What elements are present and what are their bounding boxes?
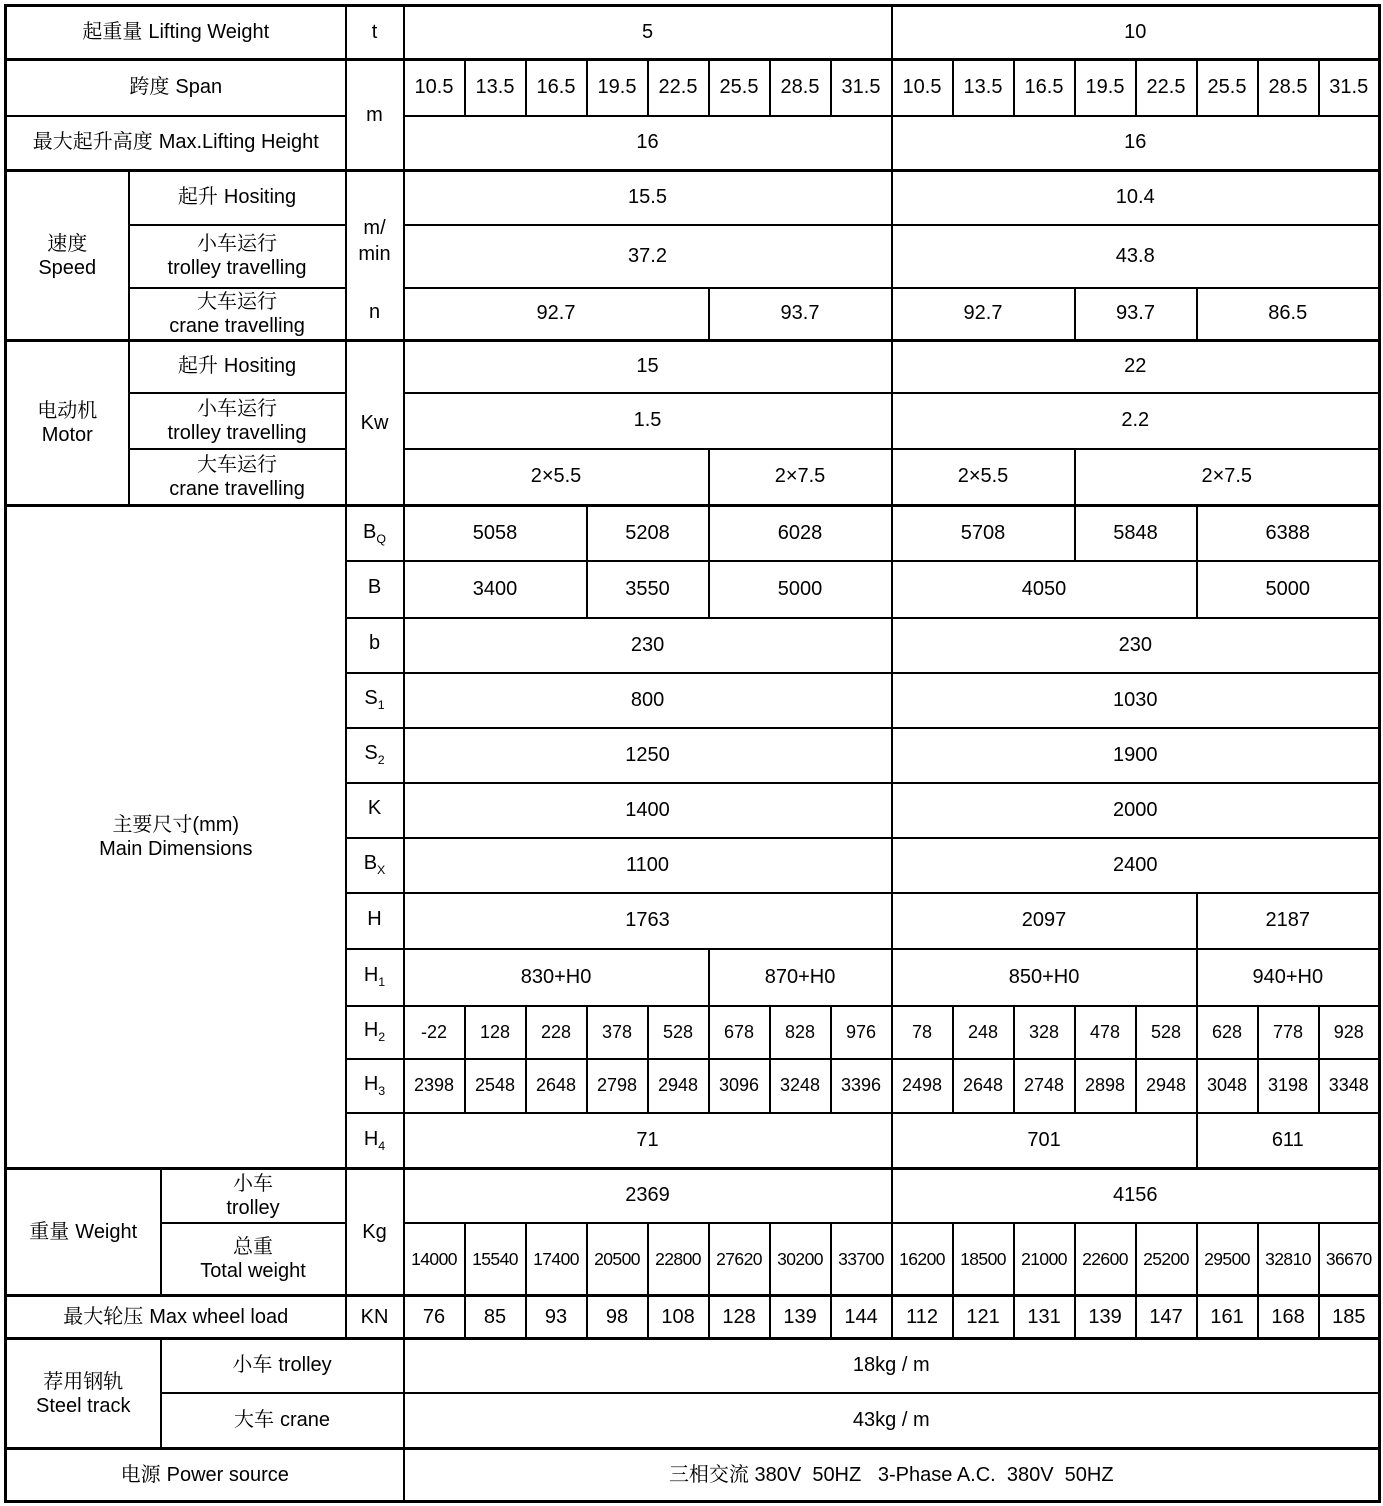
weight-trolley-value-5t: 2369 bbox=[404, 1169, 892, 1223]
span-value: 13.5 bbox=[953, 60, 1014, 116]
speed-crane-value: 93.7 bbox=[1075, 288, 1197, 341]
speed-crane-label-zh: 大车运行 bbox=[197, 290, 277, 313]
max-lifting-height-label-zh: 最大起升高度 bbox=[32, 131, 153, 154]
weight-label-en: Weight bbox=[75, 1220, 138, 1243]
dim-value: 701 bbox=[892, 1113, 1197, 1169]
dimensions-label-zh: 主要尺寸(mm) bbox=[112, 814, 240, 836]
steel-track-section-label bbox=[6, 1339, 161, 1449]
motor-trolley-label bbox=[129, 393, 346, 449]
wheel-load-value: 112 bbox=[892, 1296, 953, 1339]
dim-value: 828 bbox=[770, 1006, 831, 1059]
motor-hoisting-label bbox=[129, 341, 346, 393]
max-lifting-height-value-5t: 16 bbox=[404, 116, 892, 171]
dim-symbol-h1: $H_1$ bbox=[346, 949, 404, 1006]
motor-crane-value: 2×5.5 bbox=[404, 449, 709, 506]
motor-crane-value: 2×7.5 bbox=[709, 449, 892, 506]
weight-total-label-zh: 总重 bbox=[233, 1235, 273, 1258]
dim-value: 248 bbox=[953, 1006, 1014, 1059]
dim-value: 778 bbox=[1258, 1006, 1319, 1059]
row-steel-track-crane bbox=[6, 1393, 1380, 1449]
dim-value: -22 bbox=[404, 1006, 465, 1059]
weight-total-value: 27620 bbox=[709, 1223, 770, 1296]
motor-trolley-value-10t: 2.2 bbox=[892, 393, 1380, 449]
weight-total-value: 14000 bbox=[404, 1223, 465, 1296]
span-value: 22.5 bbox=[1136, 60, 1197, 116]
span-value: 28.5 bbox=[1258, 60, 1319, 116]
motor-crane-label bbox=[129, 449, 346, 506]
dim-value: 678 bbox=[709, 1006, 770, 1059]
dimensions-section-label bbox=[6, 506, 346, 1169]
power-source-label-zh: 电源 bbox=[120, 1463, 161, 1486]
dim-value: 928 bbox=[1319, 1006, 1380, 1059]
lifting-weight-label-en: Lifting Weight bbox=[148, 21, 270, 43]
wheel-load-value: 85 bbox=[465, 1296, 526, 1339]
speed-crane-value: 92.7 bbox=[404, 288, 709, 341]
span-label-zh: 跨度 bbox=[129, 76, 170, 99]
wheel-load-unit: KN bbox=[346, 1296, 404, 1339]
weight-section-label bbox=[6, 1169, 161, 1296]
dim-value: 6028 bbox=[709, 506, 892, 561]
dim-symbol-h2: $H_2$ bbox=[346, 1006, 404, 1059]
wheel-load-value: 121 bbox=[953, 1296, 1014, 1339]
span-value: 22.5 bbox=[648, 60, 709, 116]
dim-value: 1400 bbox=[404, 783, 892, 838]
speed-trolley-value-5t: 37.2 bbox=[404, 225, 892, 288]
dim-value: 328 bbox=[1014, 1006, 1075, 1059]
motor-crane-label-en: crane travelling bbox=[169, 477, 305, 500]
weight-unit: Kg bbox=[346, 1169, 404, 1296]
span-label-en: Span bbox=[175, 76, 223, 99]
weight-trolley-value-10t: 4156 bbox=[892, 1169, 1380, 1223]
dim-value: 3550 bbox=[587, 561, 709, 618]
row-steel-track-trolley bbox=[6, 1339, 1380, 1393]
speed-hoisting-label-en: Hositing bbox=[223, 186, 297, 209]
weight-total-label bbox=[161, 1223, 346, 1296]
dim-value: 128 bbox=[465, 1006, 526, 1059]
row-weight-trolley bbox=[6, 1169, 1380, 1223]
wheel-load-value: 139 bbox=[770, 1296, 831, 1339]
weight-total-label-en: Total weight bbox=[200, 1259, 306, 1282]
power-source-value: 三相交流 380V 50HZ 3-Phase A.C. 380V 50HZ bbox=[404, 1449, 1380, 1502]
span-value: 10.5 bbox=[892, 60, 953, 116]
dim-value: 2187 bbox=[1197, 893, 1380, 949]
lifting-weight-value-10t: 10 bbox=[892, 6, 1380, 60]
row-max-lifting-height bbox=[6, 116, 1380, 171]
dim-value: 3198 bbox=[1258, 1059, 1319, 1113]
power-source-label-en: Power source bbox=[166, 1463, 289, 1486]
wheel-load-value: 168 bbox=[1258, 1296, 1319, 1339]
weight-trolley-label bbox=[161, 1169, 346, 1223]
row-speed-trolley bbox=[6, 225, 1380, 288]
dim-value: 1250 bbox=[404, 728, 892, 783]
wheel-load-value: 98 bbox=[587, 1296, 648, 1339]
wheel-load-value: 93 bbox=[526, 1296, 587, 1339]
lifting-weight-label-zh: 起重量 bbox=[82, 21, 143, 43]
dim-symbol-k: K bbox=[346, 783, 404, 838]
dim-value: 3400 bbox=[404, 561, 587, 618]
dim-value: 2548 bbox=[465, 1059, 526, 1113]
speed-crane-value: 92.7 bbox=[892, 288, 1075, 341]
wheel-load-value: 108 bbox=[648, 1296, 709, 1339]
dim-value: 628 bbox=[1197, 1006, 1258, 1059]
wheel-load-label bbox=[6, 1296, 346, 1339]
motor-crane-label-zh: 大车运行 bbox=[197, 453, 277, 476]
motor-section-label bbox=[6, 341, 129, 506]
steel-track-crane-value: 43kg / m bbox=[404, 1393, 1380, 1449]
weight-total-value: 21000 bbox=[1014, 1223, 1075, 1296]
max-lifting-height-label bbox=[6, 116, 346, 171]
speed-hoisting-value-5t: 15.5 bbox=[404, 171, 892, 225]
span-value: 28.5 bbox=[770, 60, 831, 116]
dimensions-label-en: Main Dimensions bbox=[99, 838, 253, 860]
dim-symbol-bq: $B_Q$ bbox=[346, 506, 404, 561]
weight-total-value: 18500 bbox=[953, 1223, 1014, 1296]
weight-total-value: 22800 bbox=[648, 1223, 709, 1296]
speed-trolley-label-zh: 小车运行 bbox=[197, 233, 277, 255]
power-source-label bbox=[6, 1449, 404, 1502]
steel-track-label-en: Steel track bbox=[36, 1394, 131, 1417]
dim-value: 2648 bbox=[526, 1059, 587, 1113]
dim-value: 2097 bbox=[892, 893, 1197, 949]
dim-symbol-s1: $S_1$ bbox=[346, 673, 404, 728]
dim-value: 71 bbox=[404, 1113, 892, 1169]
dim-value: 5000 bbox=[709, 561, 892, 618]
motor-trolley-label-zh: 小车运行 bbox=[197, 397, 277, 420]
dim-value: 800 bbox=[404, 673, 892, 728]
wheel-load-value: 161 bbox=[1197, 1296, 1258, 1339]
wheel-load-value: 128 bbox=[709, 1296, 770, 1339]
dim-value: 2398 bbox=[404, 1059, 465, 1113]
dim-value: 378 bbox=[587, 1006, 648, 1059]
motor-hoisting-label-zh: 起升 bbox=[177, 355, 218, 378]
speed-unit-text: m/ min n bbox=[358, 216, 391, 323]
dim-symbol-b-upper: B bbox=[346, 561, 404, 618]
steel-track-crane-label-zh: 大车 bbox=[233, 1408, 274, 1431]
span-value: 19.5 bbox=[1075, 60, 1136, 116]
wheel-load-value: 76 bbox=[404, 1296, 465, 1339]
row-speed-hoisting bbox=[6, 171, 1380, 225]
dim-value: 230 bbox=[892, 618, 1380, 673]
span-value: 31.5 bbox=[831, 60, 892, 116]
motor-label-en: Motor bbox=[41, 424, 93, 446]
speed-label-en: Speed bbox=[38, 256, 97, 279]
dim-value: 5058 bbox=[404, 506, 587, 561]
lifting-weight-unit: t bbox=[346, 6, 404, 60]
steel-track-trolley-value: 18kg / m bbox=[404, 1339, 1380, 1393]
wheel-load-value: 147 bbox=[1136, 1296, 1197, 1339]
span-value: 13.5 bbox=[465, 60, 526, 116]
weight-total-value: 36670 bbox=[1319, 1223, 1380, 1296]
dim-value: 2898 bbox=[1075, 1059, 1136, 1113]
span-value: 25.5 bbox=[1197, 60, 1258, 116]
motor-hoisting-value-5t: 15 bbox=[404, 341, 892, 393]
span-value: 25.5 bbox=[709, 60, 770, 116]
max-lifting-height-label-en: Max.Lifting Height bbox=[158, 131, 319, 154]
motor-trolley-value-5t: 1.5 bbox=[404, 393, 892, 449]
speed-trolley-label bbox=[129, 225, 346, 288]
speed-crane-value: 86.5 bbox=[1197, 288, 1380, 341]
row-motor-crane bbox=[6, 449, 1380, 506]
weight-trolley-label-zh: 小车 bbox=[233, 1172, 273, 1195]
dim-value: 478 bbox=[1075, 1006, 1136, 1059]
dim-value: 2648 bbox=[953, 1059, 1014, 1113]
speed-unit bbox=[346, 171, 404, 341]
row-wheel-load bbox=[6, 1296, 1380, 1339]
speed-crane-label-en: crane travelling bbox=[169, 314, 305, 337]
motor-crane-value: 2×5.5 bbox=[892, 449, 1075, 506]
weight-total-value: 15540 bbox=[465, 1223, 526, 1296]
steel-track-label-zh: 荐用钢轨 bbox=[43, 1370, 124, 1393]
speed-label-zh: 速度 bbox=[47, 232, 88, 255]
dim-symbol-h: H bbox=[346, 893, 404, 949]
dim-value: 4050 bbox=[892, 561, 1197, 618]
speed-hoisting-value-10t: 10.4 bbox=[892, 171, 1380, 225]
weight-total-value: 17400 bbox=[526, 1223, 587, 1296]
span-value: 16.5 bbox=[526, 60, 587, 116]
dim-value: 6388 bbox=[1197, 506, 1380, 561]
weight-total-value: 32810 bbox=[1258, 1223, 1319, 1296]
row-lifting-weight bbox=[6, 6, 1380, 60]
row-span bbox=[6, 60, 1380, 116]
wheel-load-value: 131 bbox=[1014, 1296, 1075, 1339]
speed-trolley-label-en: trolley travelling bbox=[167, 257, 307, 279]
dim-value: 5000 bbox=[1197, 561, 1380, 618]
dim-value: 528 bbox=[648, 1006, 709, 1059]
motor-unit: Kw bbox=[346, 341, 404, 506]
dim-value: 5848 bbox=[1075, 506, 1197, 561]
dim-value: 3396 bbox=[831, 1059, 892, 1113]
dim-value: 2948 bbox=[648, 1059, 709, 1113]
dim-value: 2498 bbox=[892, 1059, 953, 1113]
dim-value: 830+H0 bbox=[404, 949, 709, 1006]
lifting-weight-value-5t: 5 bbox=[404, 6, 892, 60]
motor-hoisting-label-en: Hositing bbox=[223, 355, 297, 378]
steel-track-trolley-label bbox=[161, 1339, 404, 1393]
dim-value: 2948 bbox=[1136, 1059, 1197, 1113]
dim-value: 1030 bbox=[892, 673, 1380, 728]
weight-total-value: 25200 bbox=[1136, 1223, 1197, 1296]
wheel-load-value: 139 bbox=[1075, 1296, 1136, 1339]
weight-total-value: 33700 bbox=[831, 1223, 892, 1296]
row-motor-hoisting bbox=[6, 341, 1380, 393]
weight-total-value: 30200 bbox=[770, 1223, 831, 1296]
row-speed-crane bbox=[6, 288, 1380, 341]
weight-total-value: 22600 bbox=[1075, 1223, 1136, 1296]
row-weight-total bbox=[6, 1223, 1380, 1296]
dim-value: 976 bbox=[831, 1006, 892, 1059]
dim-value: 528 bbox=[1136, 1006, 1197, 1059]
dim-value: 2798 bbox=[587, 1059, 648, 1113]
dim-value: 850+H0 bbox=[892, 949, 1197, 1006]
dim-symbol-h4: $H_4$ bbox=[346, 1113, 404, 1169]
weight-total-value: 29500 bbox=[1197, 1223, 1258, 1296]
dim-symbol-s2: $S_2$ bbox=[346, 728, 404, 783]
speed-hoisting-label bbox=[129, 171, 346, 225]
dim-value: 1763 bbox=[404, 893, 892, 949]
steel-track-crane-label-en: crane bbox=[279, 1408, 331, 1431]
wheel-load-label-zh: 最大轮压 bbox=[63, 1305, 144, 1328]
crane-spec-table bbox=[4, 4, 1381, 1503]
speed-trolley-value-10t: 43.8 bbox=[892, 225, 1380, 288]
wheel-load-label-en: Max wheel load bbox=[149, 1305, 289, 1328]
dim-value: 870+H0 bbox=[709, 949, 892, 1006]
steel-track-crane-label bbox=[161, 1393, 404, 1449]
max-lifting-height-value-10t: 16 bbox=[892, 116, 1380, 171]
dim-symbol-h3: $H_3$ bbox=[346, 1059, 404, 1113]
dim-value: 5708 bbox=[892, 506, 1075, 561]
span-label bbox=[6, 60, 346, 116]
dim-value: 78 bbox=[892, 1006, 953, 1059]
dim-value: 3248 bbox=[770, 1059, 831, 1113]
dim-symbol-b-lower: b bbox=[346, 618, 404, 673]
dim-value: 3348 bbox=[1319, 1059, 1380, 1113]
dim-value: 1900 bbox=[892, 728, 1380, 783]
lifting-weight-label bbox=[6, 6, 346, 60]
dim-value: 230 bbox=[404, 618, 892, 673]
dim-value: 2000 bbox=[892, 783, 1380, 838]
dim-value: 2748 bbox=[1014, 1059, 1075, 1113]
dim-value: 3096 bbox=[709, 1059, 770, 1113]
span-value: 16.5 bbox=[1014, 60, 1075, 116]
weight-total-value: 20500 bbox=[587, 1223, 648, 1296]
speed-crane-label bbox=[129, 288, 346, 341]
dim-value: 1100 bbox=[404, 838, 892, 893]
steel-track-trolley-label-en: trolley bbox=[278, 1354, 332, 1377]
row-power-source bbox=[6, 1449, 1380, 1502]
dim-value: 228 bbox=[526, 1006, 587, 1059]
weight-label-zh: 重量 bbox=[29, 1220, 70, 1243]
wheel-load-value: 144 bbox=[831, 1296, 892, 1339]
motor-crane-value: 2×7.5 bbox=[1075, 449, 1380, 506]
weight-total-value: 16200 bbox=[892, 1223, 953, 1296]
span-value: 10.5 bbox=[404, 60, 465, 116]
span-value: 31.5 bbox=[1319, 60, 1380, 116]
motor-label-zh: 电动机 bbox=[37, 400, 98, 422]
weight-trolley-label-en: trolley bbox=[226, 1196, 280, 1219]
dim-value: 3048 bbox=[1197, 1059, 1258, 1113]
steel-track-trolley-label-zh: 小车 bbox=[232, 1354, 273, 1377]
dim-value: 2400 bbox=[892, 838, 1380, 893]
speed-crane-value: 93.7 bbox=[709, 288, 892, 341]
dim-value: 611 bbox=[1197, 1113, 1380, 1169]
dim-value: 940+H0 bbox=[1197, 949, 1380, 1006]
speed-hoisting-label-zh: 起升 bbox=[177, 186, 218, 209]
dim-symbol-bx: $B_X$ bbox=[346, 838, 404, 893]
row-dim-bq bbox=[6, 506, 1380, 561]
motor-hoisting-value-10t: 22 bbox=[892, 341, 1380, 393]
motor-trolley-label-en: trolley travelling bbox=[167, 421, 307, 444]
speed-section-label bbox=[6, 171, 129, 341]
dim-value: 5208 bbox=[587, 506, 709, 561]
span-unit: m bbox=[346, 60, 404, 171]
span-value: 19.5 bbox=[587, 60, 648, 116]
row-motor-trolley bbox=[6, 393, 1380, 449]
wheel-load-value: 185 bbox=[1319, 1296, 1380, 1339]
